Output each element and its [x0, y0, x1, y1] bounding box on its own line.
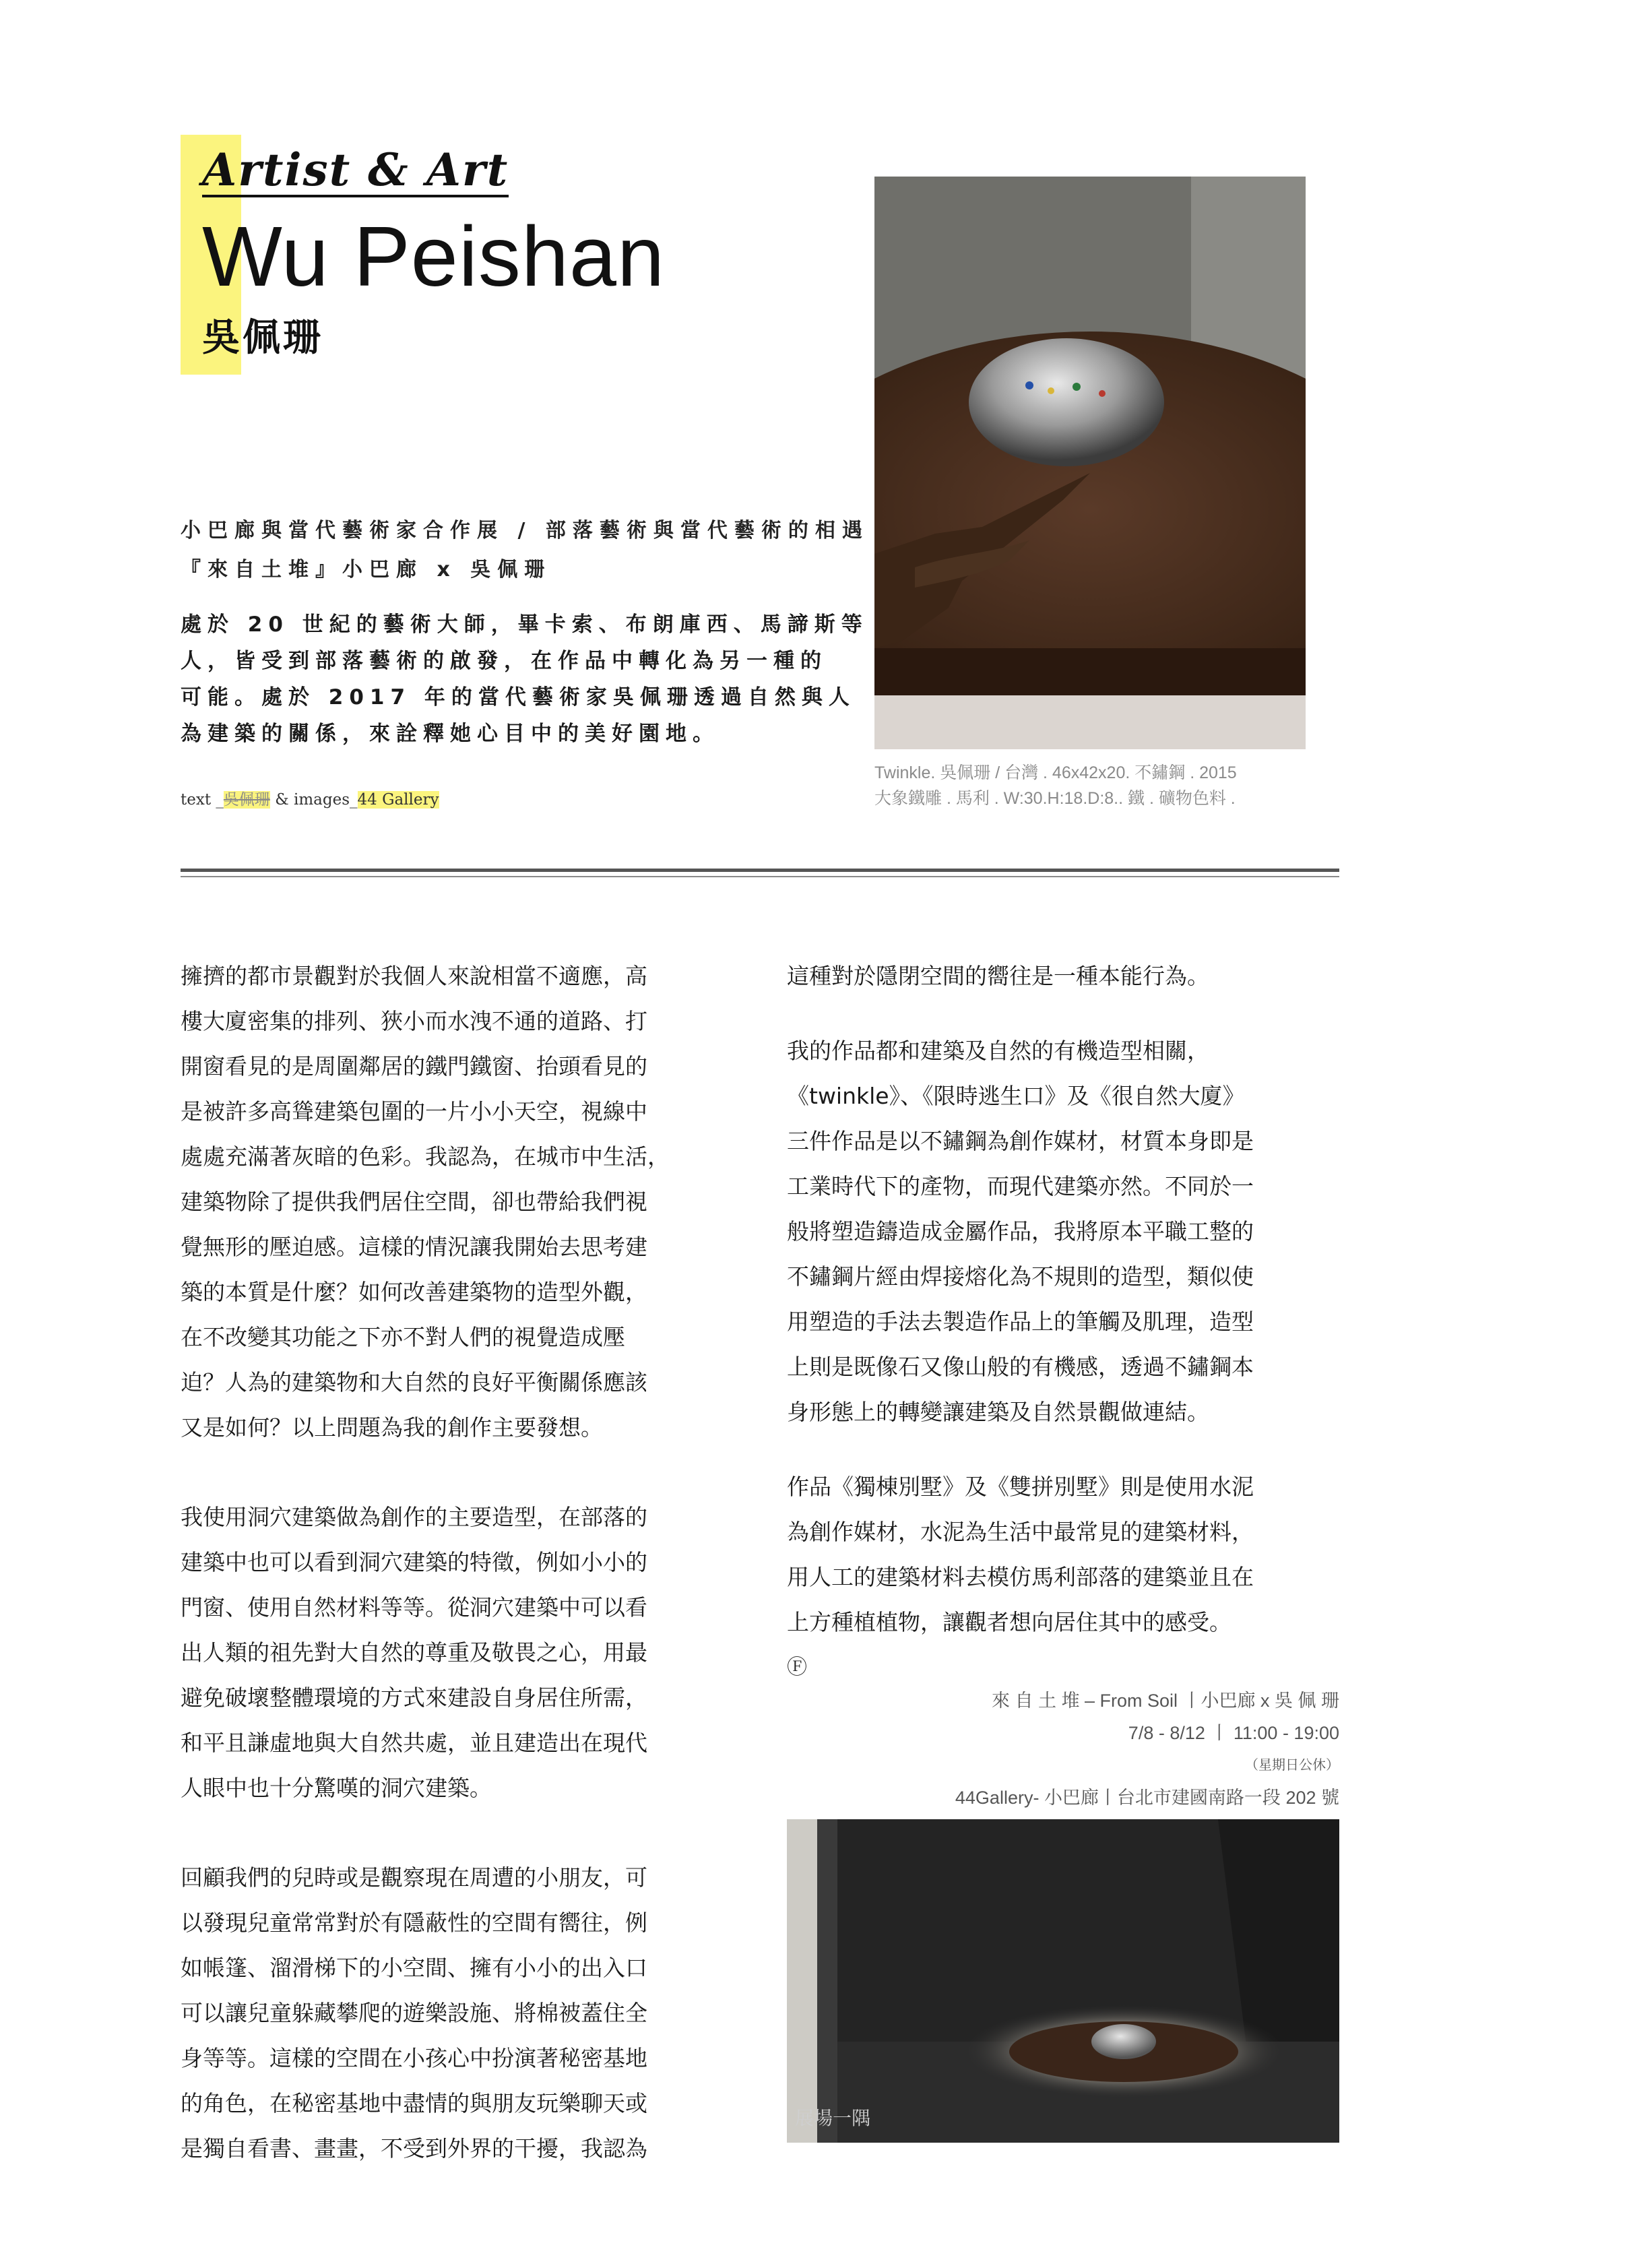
body-paragraph: [787, 953, 1346, 999]
event-info: [955, 1684, 1339, 1814]
event-dates-main: 7/8 - 8/12 丨 11:00 - 19:00: [1128, 1723, 1339, 1743]
body-line: 我的作品都和建築及自然的有機造型相關，: [787, 1038, 1209, 1064]
section-divider: [181, 876, 1339, 877]
credit-middle: & images_: [269, 791, 358, 809]
body-line: 是被許多高聳建築包圍的一片小小天空，視線中: [181, 1098, 647, 1125]
body-line: 工業時代下的產物，而現代建築亦然。不同於一: [787, 1173, 1254, 1199]
artwork-photo-image: [874, 177, 1306, 749]
body-column-right: [787, 953, 1346, 1720]
body-line: 般將塑造鑄造成金屬作品，我將原本平職工整的: [787, 1218, 1254, 1245]
body-line: 處處充滿著灰暗的色彩。我認為，在城市中生活，: [181, 1143, 670, 1170]
body-line: 築的本質是什麼？如何改善建築物的造型外觀，: [181, 1279, 647, 1305]
body-line: 三件作品是以不鏽鋼為創作媒材，材質本身即是: [787, 1128, 1254, 1154]
credit-prefix: text _: [181, 791, 224, 809]
body-line: 又是如何？以上問題為我的創作主要發想。: [181, 1414, 603, 1441]
section-kicker: Artist & Art: [202, 147, 509, 197]
event-dates-note: （星期日公休）: [1245, 1758, 1339, 1773]
event-title: 來 自 土 堆 – From Soil 丨小巴廊 x 吳 佩 珊: [991, 1691, 1339, 1711]
body-line: 人眼中也十分驚嘆的洞穴建築。: [181, 1775, 492, 1801]
body-paragraph: [181, 953, 733, 1450]
event-dates: [955, 1717, 1339, 1782]
lead-line: 人，皆受到部落藝術的啟發，在作品中轉化為另一種的: [181, 649, 827, 673]
body-line: 迫？人為的建築物和大自然的良好平衡關係應該: [181, 1369, 647, 1395]
body-line: 上則是既像石又像山般的有機感，透過不鏽鋼本: [787, 1354, 1254, 1380]
body-column-left: [181, 953, 733, 2215]
lead-line: 可能。處於 2017 年的當代藝術家吳佩珊透過自然與人: [181, 685, 856, 710]
credit-source: 44 Gallery: [357, 791, 439, 809]
lead-line: 處於 20 世紀的藝術大師，畢卡索、布朗庫西、馬諦斯等: [181, 612, 868, 637]
artist-name-zh: 吳佩珊: [202, 316, 323, 360]
end-mark-icon: Ⓕ: [787, 1656, 807, 1679]
artist-name-en: Wu Peishan: [202, 209, 666, 304]
body-line: 可以讓兒童躲藏攀爬的遊樂設施、將棉被蓋住全: [181, 2000, 647, 2026]
body-line: 如帳篷、溜滑梯下的小空間、擁有小小的出入口: [181, 1955, 647, 1981]
credit-author: 吳佩珊: [223, 791, 270, 809]
section-divider: [181, 869, 1339, 872]
body-line: 和平且謙虛地與大自然共處，並且建造出在現代: [181, 1730, 647, 1756]
body-line: 的角色，在秘密基地中盡情的與朋友玩樂聊天或: [181, 2090, 647, 2116]
body-line: 身形態上的轉變讓建築及自然景觀做連結。: [787, 1399, 1209, 1425]
body-line: 出人類的祖先對大自然的尊重及敬畏之心，用最: [181, 1639, 647, 1666]
credit-line: [181, 787, 439, 809]
exhibition-subtitle: 小巴廊與當代藝術家合作展 / 部落藝術與當代藝術的相遇: [181, 519, 869, 542]
body-line: 用塑造的手法去製造作品上的筆觸及肌理，造型: [787, 1309, 1254, 1335]
body-line: 樓大廈密集的排列、狹小而水洩不通的道路、打: [181, 1008, 647, 1034]
body-line-text: 上方種植植物，讓觀者想向居住其中的感受。: [787, 1609, 1232, 1635]
body-line: 這種對於隱閉空間的嚮往是一種本能行為。: [787, 963, 1209, 989]
body-line: 門窗、使用自然材料等等。從洞穴建築中可以看: [181, 1594, 647, 1620]
body-paragraph: [787, 1028, 1346, 1435]
event-venue: 44Gallery- 小巴廊丨台北市建國南路一段 202 號: [955, 1788, 1339, 1808]
exhibition-title: 『來自土堆』小巴廊 x 吳佩珊: [181, 558, 552, 581]
body-line: 回顧我們的兒時或是觀察現在周遭的小朋友，可: [181, 1864, 647, 1891]
body-line: 開窗看見的是周圍鄰居的鐵門鐵窗、抬頭看見的: [181, 1053, 647, 1079]
artwork-caption: [874, 760, 1306, 811]
artwork-caption-line: Twinkle. 吳佩珊 / 台灣 . 46x42x20. 不鏽鋼 . 2015: [874, 763, 1237, 782]
body-line: 覺無形的壓迫感。這樣的情況讓我開始去思考建: [181, 1234, 647, 1260]
exhibition-photo: [787, 1819, 1339, 2143]
body-line: 建築中也可以看到洞穴建築的特徵，例如小小的: [181, 1549, 647, 1575]
body-line: 不鏽鋼片經由焊接熔化為不規則的造型，類似使: [787, 1263, 1254, 1290]
exhibition-photo-image: [787, 1819, 1339, 2143]
body-line: 建築物除了提供我們居住空間，卻也帶給我們視: [181, 1189, 647, 1215]
body-line: 我使用洞穴建築做為創作的主要造型，在部落的: [181, 1504, 647, 1530]
body-line: 身等等。這樣的空間在小孩心中扮演著秘密基地: [181, 2045, 647, 2071]
exhibition-photo-label: 展場一隅: [795, 2107, 871, 2129]
artwork-photo: [874, 177, 1306, 749]
body-line: 擁擠的都市景觀對於我個人來說相當不適應，高: [181, 963, 647, 989]
body-paragraph: [181, 1494, 733, 1810]
body-paragraph: [181, 1855, 733, 2171]
body-line: 《twinkle》、《限時逃生口》及《很自然大廈》: [787, 1083, 1245, 1109]
body-line: 為創作媒材，水泥為生活中最常見的建築材料，: [787, 1519, 1254, 1545]
artwork-caption-line: 大象鐵雕 . 馬利 . W:30.H:18.D:8.. 鐵 . 礦物色料 .: [874, 789, 1236, 808]
body-line: 以發現兒童常常對於有隱蔽性的空間有嚮往，例: [181, 1910, 647, 1936]
body-paragraph: [787, 1464, 1346, 1690]
body-line: 用人工的建築材料去模仿馬利部落的建築並且在: [787, 1564, 1254, 1590]
body-line: 避免破壞整體環境的方式來建設自身居住所需，: [181, 1684, 647, 1711]
body-line: 作品《獨棟別墅》及《雙拼別墅》則是使用水泥: [787, 1474, 1254, 1500]
lead-line: 為建築的關係，來詮釋她心目中的美好園地。: [181, 722, 719, 746]
body-line: 是獨自看書、畫畫，不受到外界的干擾，我認為: [181, 2135, 647, 2162]
body-line: [787, 1600, 1346, 1690]
lead-paragraph: [181, 606, 868, 752]
body-line: 在不改變其功能之下亦不對人們的視覺造成壓: [181, 1324, 625, 1350]
